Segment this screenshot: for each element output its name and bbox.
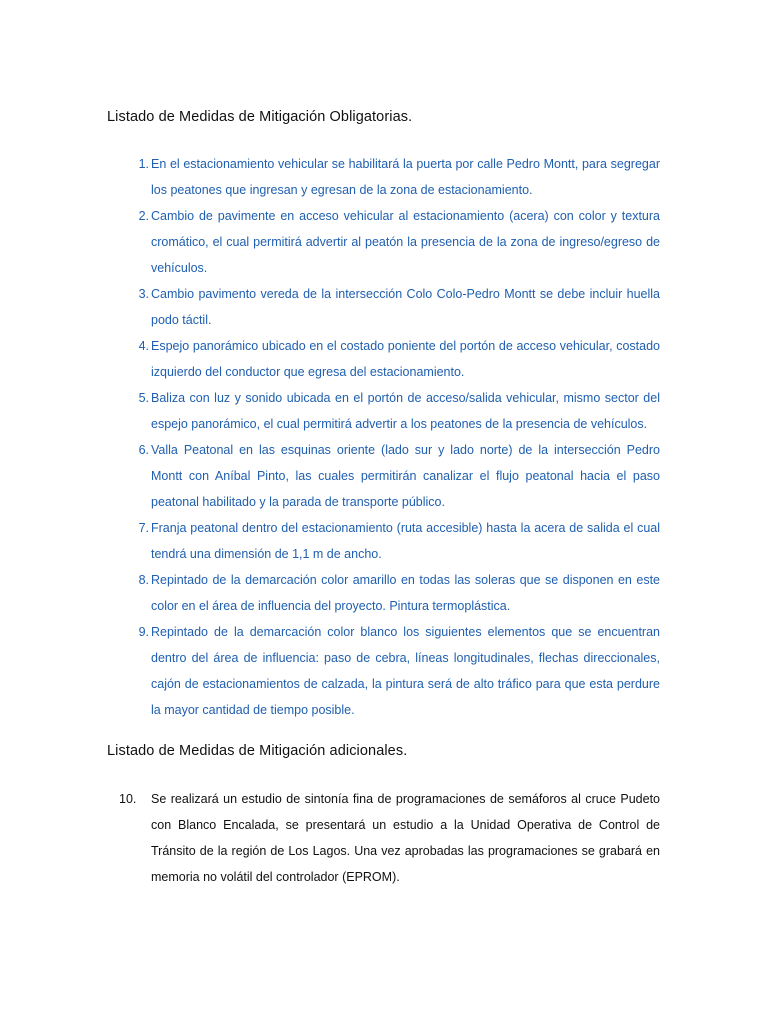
section-title-adicionales: Listado de Medidas de Mitigación adicionales. bbox=[107, 743, 408, 759]
item-text: Se realizará un estudio de sintonía fina de programaciones de semáforos al cruce Pudeto con Blanco Encalada, se presentará un estudio a la Unidad Operativa de Control de Tránsito de la región de Los Lagos. Una vez aprobadas las programaciones se grabará en memoria no volátil del controlador (EPROM). bbox=[151, 792, 660, 884]
item-number: 10. bbox=[119, 792, 137, 806]
section-title-obligatorias: Listado de Medidas de Mitigación Obligatorias. bbox=[107, 109, 413, 125]
item-number: 4. bbox=[138, 339, 149, 353]
list-item bbox=[107, 515, 660, 567]
item-number: 1. bbox=[138, 157, 149, 171]
item-text: Cambio de pavimente en acceso vehicular al estacionamiento (acera) con color y textura cromático, el cual permitirá advertir al peatón la presencia de la zona de ingreso/egreso de vehículos. bbox=[151, 209, 660, 275]
list-item bbox=[107, 203, 660, 281]
item-number: 2. bbox=[138, 209, 149, 223]
item-text: Valla Peatonal en las esquinas oriente (lado sur y lado norte) de la intersección Pedro Montt con Aníbal Pinto, las cuales permitirán canalizar el flujo peatonal hacia el paso peatonal habilitado y la parada de transporte público. bbox=[151, 443, 660, 509]
item-text: Espejo panorámico ubicado en el costado poniente del portón de acceso vehicular, costado izquierdo del conductor que egresa del estacionamiento. bbox=[151, 339, 660, 379]
item-text: En el estacionamiento vehicular se habilitará la puerta por calle Pedro Montt, para segregar los peatones que ingresan y egresan de la zona de estacionamiento. bbox=[151, 157, 660, 197]
list-item bbox=[107, 281, 660, 333]
item-text: Cambio pavimento vereda de la intersección Colo Colo-Pedro Montt se debe incluir huella podo táctil. bbox=[151, 287, 660, 327]
list-item bbox=[107, 567, 660, 619]
list-item bbox=[107, 786, 660, 890]
item-text: Franja peatonal dentro del estacionamiento (ruta accesible) hasta la acera de salida el cual tendrá una dimensión de 1,1 m de ancho. bbox=[151, 521, 660, 561]
mitigation-list-obligatorias bbox=[107, 151, 660, 723]
item-number: 6. bbox=[138, 443, 149, 457]
item-number: 9. bbox=[138, 625, 149, 639]
item-number: 7. bbox=[138, 521, 149, 535]
item-text: Baliza con luz y sonido ubicada en el portón de acceso/salida vehicular, mismo sector del espejo panorámico, el cual permitirá advertir a los peatones de la presencia de vehículos. bbox=[151, 391, 660, 431]
mitigation-list-adicionales bbox=[107, 786, 660, 890]
list-item bbox=[107, 437, 660, 515]
item-number: 5. bbox=[138, 391, 149, 405]
item-text: Repintado de la demarcación color blanco los siguientes elementos que se encuentran dentro del área de influencia: paso de cebra, líneas longitudinales, flechas direccionales, cajón de estacionamientos de calzada, la pintura será de alto tráfico para que esta perdure la mayor cantidad de tiempo posible. bbox=[151, 625, 660, 717]
item-number: 3. bbox=[138, 287, 149, 301]
list-item bbox=[107, 619, 660, 723]
list-item bbox=[107, 333, 660, 385]
list-item bbox=[107, 385, 660, 437]
list-item bbox=[107, 151, 660, 203]
item-number: 8. bbox=[138, 573, 149, 587]
item-text: Repintado de la demarcación color amarillo en todas las soleras que se disponen en este color en el área de influencia del proyecto. Pintura termoplástica. bbox=[151, 573, 660, 613]
